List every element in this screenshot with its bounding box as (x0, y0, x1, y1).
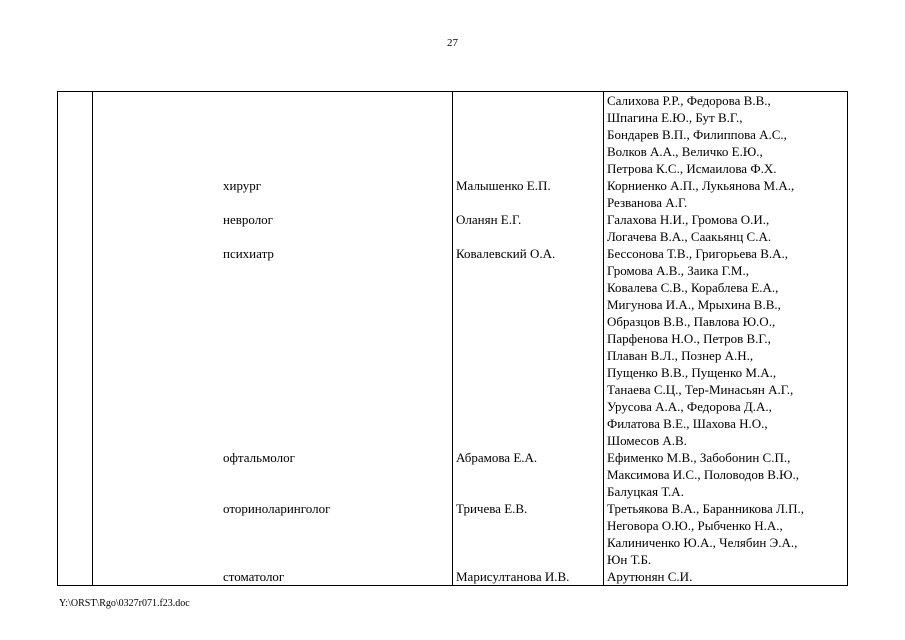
head-name-line (453, 432, 603, 449)
head-name-line: Тричева Е.В. (456, 501, 528, 516)
head-name-line (453, 398, 603, 415)
members-line: Мигунова И.А., Мрыхина В.В., (607, 297, 781, 312)
head-name-line (453, 330, 603, 347)
specialty-line (93, 296, 452, 313)
head-name-line (453, 296, 603, 313)
specialty-line (93, 194, 452, 211)
specialty-line (93, 262, 452, 279)
members-line: Галахова Н.И., Громова О.И., (607, 212, 770, 227)
page-number: 27 (447, 37, 458, 49)
head-name-line (453, 194, 603, 211)
members-line: Филатова В.Е., Шахова Н.О., (607, 416, 768, 431)
members-line: Танаева С.Ц., Тер-Минасьян А.Г., (607, 382, 794, 397)
specialty-line (93, 92, 452, 109)
specialty-column (93, 92, 452, 585)
head-name-line (453, 466, 603, 483)
members-line: Неговора О.Ю., Рыбченко Н.А., (607, 518, 783, 533)
specialty-line (93, 330, 452, 347)
specialty-line (93, 143, 452, 160)
specialty-line: хирург (223, 178, 262, 193)
members-line: Бондарев В.П., Филиппова А.С., (607, 127, 787, 142)
head-name-line (453, 313, 603, 330)
members-line: Балуцкая Т.А. (607, 484, 684, 499)
head-name-line (453, 160, 603, 177)
head-name-line: Ковалевский О.А. (456, 246, 556, 261)
specialty-line: оториноларинголог (223, 501, 331, 516)
members-line: Логачева В.А., Саакьянц С.А. (607, 229, 772, 244)
head-cell (453, 92, 604, 586)
specialty-line (93, 381, 452, 398)
footer-file-path: Y:\ORST\Rgo\0327r071.f23.doc (59, 598, 190, 609)
head-name-line (453, 126, 603, 143)
head-name-line (453, 381, 603, 398)
members-line: Парфенова Н.О., Петров В.Г., (607, 331, 771, 346)
members-line: Арутюнян С.И. (607, 569, 693, 584)
specialty-line: невролог (223, 212, 274, 227)
head-name-line (453, 109, 603, 126)
head-name-line (453, 415, 603, 432)
specialty-line (93, 398, 452, 415)
head-name-line: Малышенко Е.П. (456, 178, 551, 193)
head-name-line (453, 534, 603, 551)
members-line: Ефименко М.В., Забобонин С.П., (607, 450, 791, 465)
head-column (453, 92, 603, 585)
specialty-line (93, 534, 452, 551)
specialty-line: психиатр (223, 246, 274, 261)
specialty-line (93, 109, 452, 126)
head-name-line: Марисултанова И.В. (456, 569, 570, 584)
specialty-line (93, 279, 452, 296)
members-line: Калиниченко Ю.А., Челябин Э.А., (607, 535, 798, 550)
specialty-line (93, 432, 452, 449)
members-line: Урусова А.А., Федорова Д.А., (607, 399, 772, 414)
members-line: Волков А.А., Величко Е.Ю., (607, 144, 763, 159)
members-line: Громова А.В., Заика Г.М., (607, 263, 749, 278)
specialty-line (93, 466, 452, 483)
table-row (58, 92, 848, 586)
head-name-line (453, 364, 603, 381)
specialty-line (93, 483, 452, 500)
specialty-line (93, 228, 452, 245)
members-cell (604, 92, 848, 586)
members-line: Шпагина Е.Ю., Бут В.Г., (607, 110, 743, 125)
specialty-line (93, 313, 452, 330)
members-column (604, 92, 847, 585)
head-name-line (453, 347, 603, 364)
specialty-line: стоматолог (223, 569, 285, 584)
specialty-line (93, 364, 452, 381)
members-line: Шомесов А.В. (607, 433, 687, 448)
members-line: Максимова И.С., Половодов В.Ю., (607, 467, 799, 482)
members-line: Резванова А.Г. (607, 195, 688, 210)
specialty-cell (93, 92, 453, 586)
specialty-line (93, 551, 452, 568)
members-line: Петрова К.С., Исмаилова Ф.Х. (607, 161, 777, 176)
head-name-line: Абрамова Е.А. (456, 450, 538, 465)
head-name-line (453, 483, 603, 500)
specialty-line: офтальмолог (223, 450, 295, 465)
members-line: Ковалева С.В., Кораблева Е.А., (607, 280, 779, 295)
specialty-line (93, 160, 452, 177)
specialty-line (93, 126, 452, 143)
members-line: Пущенко В.В., Пущенко М.А., (607, 365, 777, 380)
commission-table (57, 91, 848, 586)
head-name-line (453, 279, 603, 296)
number-cell (58, 92, 93, 586)
head-name-line (453, 92, 603, 109)
specialty-line (93, 517, 452, 534)
members-line: Третьякова В.А., Баранникова Л.П., (607, 501, 804, 516)
specialty-line (93, 347, 452, 364)
specialty-line (93, 415, 452, 432)
members-line: Образцов В.В., Павлова Ю.О., (607, 314, 776, 329)
head-name-line: Оланян Е.Г. (456, 212, 522, 227)
head-name-line (453, 143, 603, 160)
members-line: Плаван В.Л., Познер А.Н., (607, 348, 754, 363)
head-name-line (453, 262, 603, 279)
members-line: Корниенко А.П., Лукьянова М.А., (607, 178, 795, 193)
head-name-line (453, 517, 603, 534)
members-line: Бессонова Т.В., Григорьева В.А., (607, 246, 789, 261)
members-line: Юн Т.Б. (607, 552, 652, 567)
members-line: Салихова Р.Р., Федорова В.В., (607, 93, 771, 108)
head-name-line (453, 228, 603, 245)
head-name-line (453, 551, 603, 568)
